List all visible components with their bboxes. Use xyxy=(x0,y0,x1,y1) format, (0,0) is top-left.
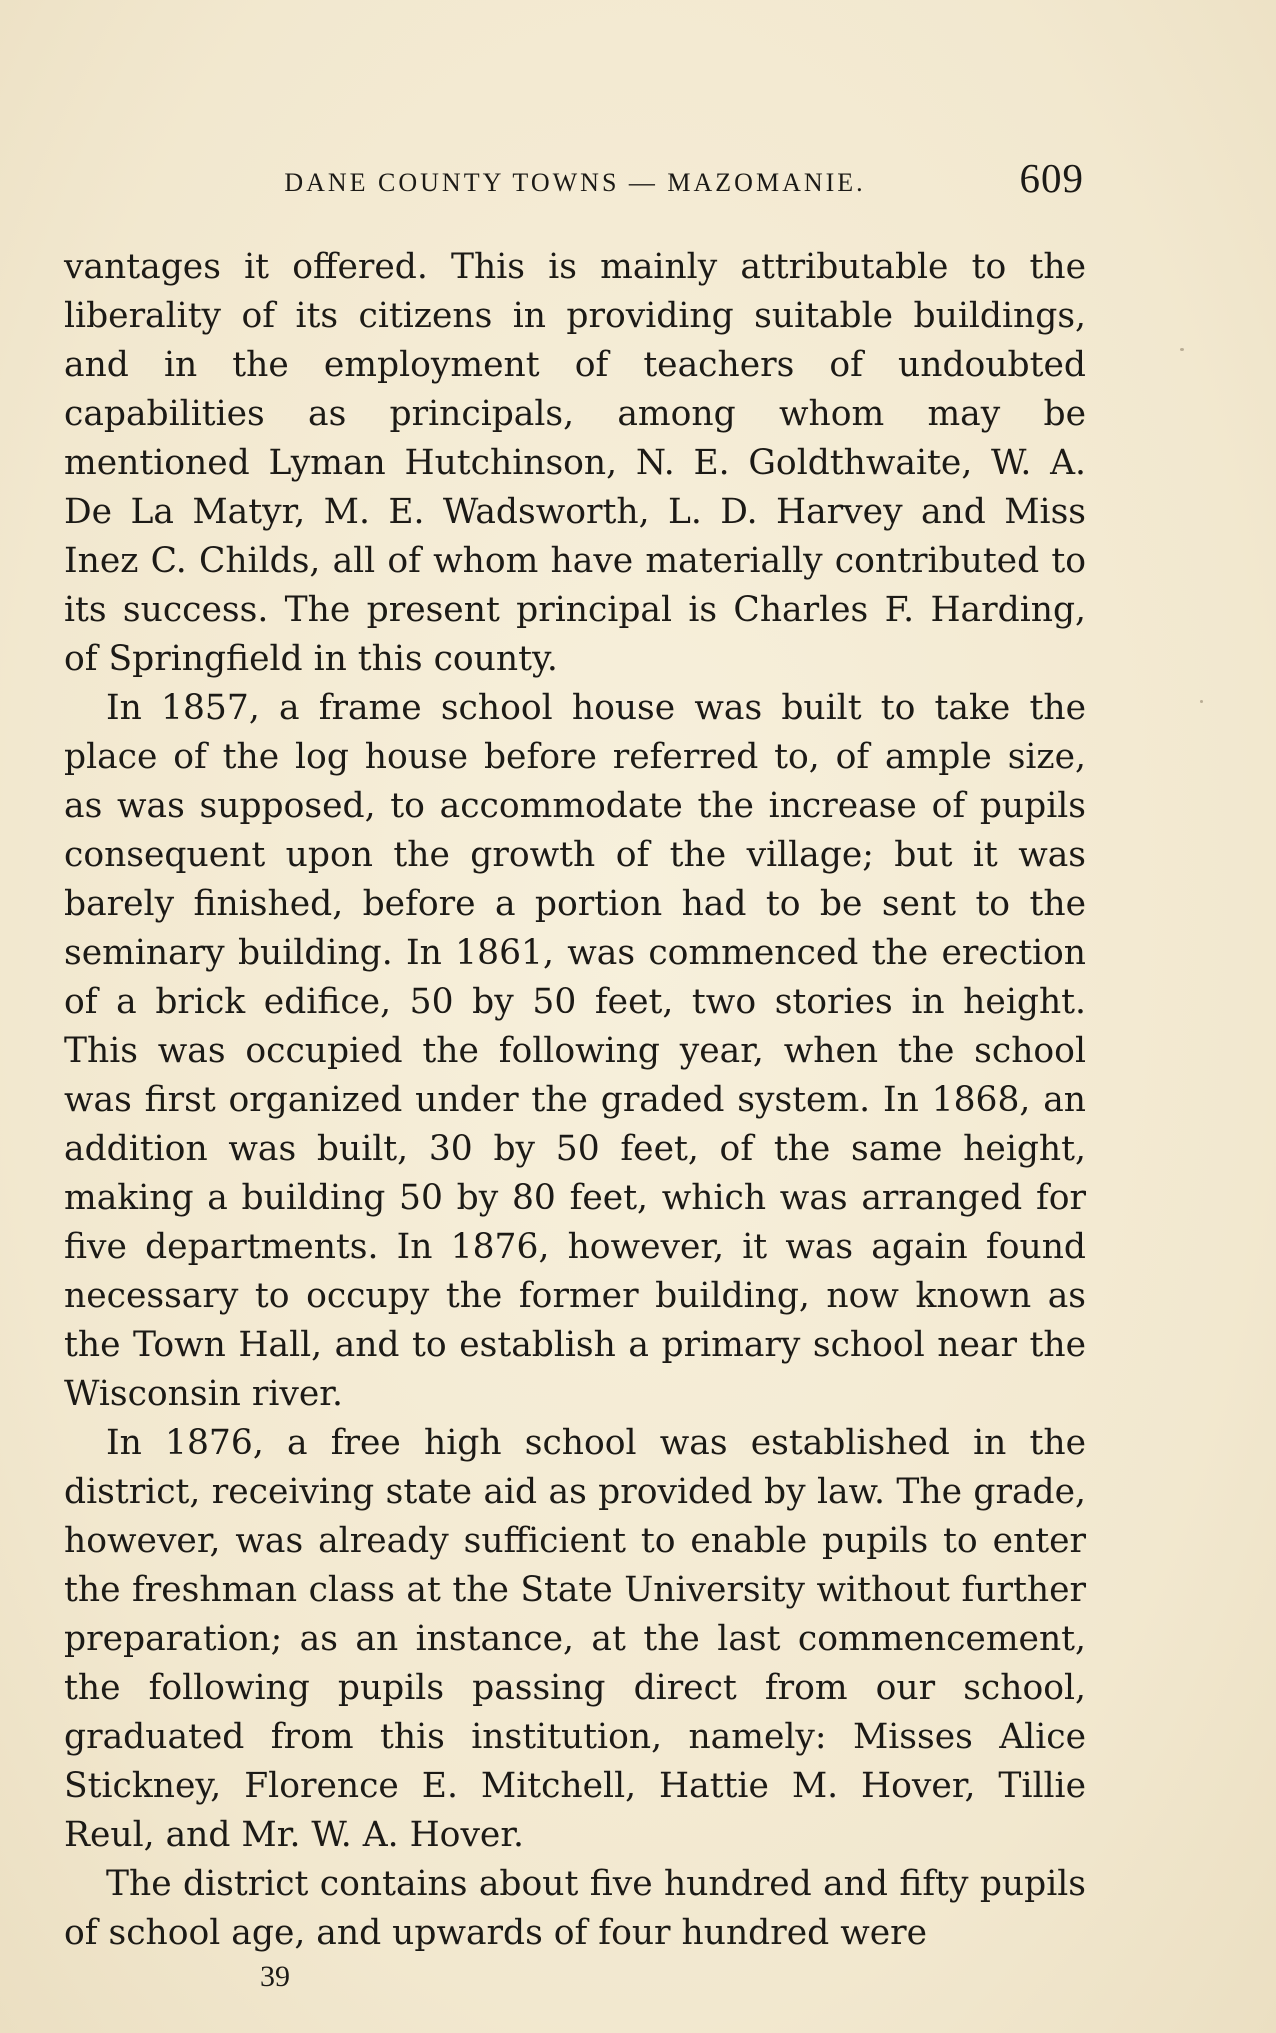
paragraph-school-house: In 1857, a frame school house was built to take the place of the log house before referred to, of ample size, as was supposed, to accommodate the increase of pupils consequent upon the growth of the village; but it was barely finished, before a portion had to be sent to the seminary building. In 1861, was commenced the erection of a brick edifice, 50 by 50 feet, two stories in height. This was occupied the following year, when the school was first organized under the graded system. In 1868, an addition was built, 30 by 50 feet, of the same height, making a building 50 by 80 feet, which was arranged for five departments. In 1876, however, it was again found necessary to occupy the former building, now known as the Town Hall, and to establish a primary school near the Wisconsin river. xyxy=(64,688,1086,1414)
paragraph-high-school: In 1876, a free high school was established in the district, receiving state aid as provided by law. The grade, however, was already sufficient to enable pupils to enter the freshman class at the State University without further preparation; as an instance, at the last commencement, the following pupils passing direct from our school, graduated from this institution, namely: Misses Alice Stickney, Florence E. Mitchell, Hattie M. Hover, Tillie Reul, and Mr. W. A. Hover. xyxy=(64,1423,1086,1855)
paper-speck xyxy=(1200,700,1203,703)
paragraph-district: The district contains about five hundred and fifty pupils of school age, and upwards of four hundred were xyxy=(64,1864,1086,1953)
paragraph-continuation: vantages it offered. This is mainly attributable to the liberality of its citizens in providing suitable buildings, and in the employment of teachers of undoubted capabilities as principals, among whom may be mentioned Lyman Hutchinson, N. E. Goldthwaite, W. A. De La Matyr, M. E. Wadsworth, L. D. Harvey and Miss Inez C. Childs, all of whom have materially contributed to its success. The present principal is Charles F. Harding, of Springfield in this county. xyxy=(64,247,1086,679)
page-number: 609 xyxy=(1019,155,1084,201)
paper-speck xyxy=(1180,348,1184,351)
page-header xyxy=(64,150,1086,210)
body-text xyxy=(64,243,1086,1958)
running-head: DANE COUNTY TOWNS — MAZOMANIE. xyxy=(284,168,866,197)
signature-mark: 39 xyxy=(260,1960,290,1993)
